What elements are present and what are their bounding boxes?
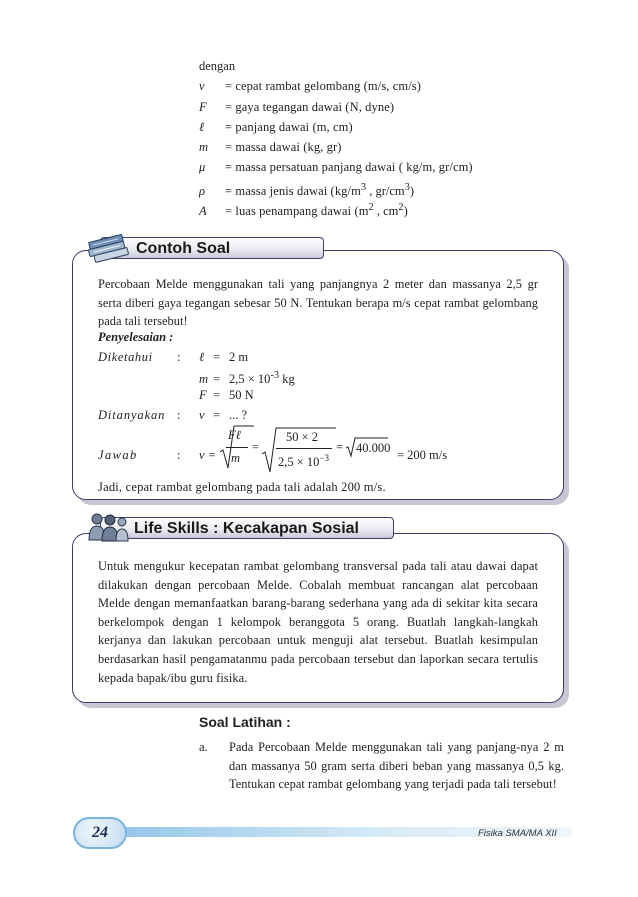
latihan-item-label: a.: [199, 740, 208, 754]
definition-text: = luas penampang dawai (m: [225, 204, 369, 219]
formula-denominator: [278, 453, 329, 470]
lifeskills-text: Untuk mengukur kecepatan rambat gelombang transversal pada tali atau dawai dapat dilakukan dengan percobaan Melde. Cobalah membuat rancangan alat percobaan Melde dengan memanfaatkan barang-barang sederhana yang ada di sekitar kita secara berkelompok dengan 1 kelompok beranggota 5 orang. Buatlah langkah-langkah kerjanya dan lakukan percobaan untuk menguji alat tersebut. Buatlah kesimpulan berdasarkan hasil pengamatanmu pada percobaan tersebut dan laporkan secara tertulis kepada bapak/ibu guru fisika.: [98, 559, 538, 685]
contoh-conclusion: Jadi, cepat rambat gelombang pada tali adalah 200 m/s.: [98, 480, 386, 494]
asked-equals: =: [213, 408, 221, 422]
formula-numerator: Fℓ: [228, 428, 241, 442]
latihan-item-text: Pada Percobaan Melde menggunakan tali yang panjang-nya 2 m dan massanya 50 gram serta diberi beban yang massanya 0,5 kg. Tentukan cepat rambat gelombang yang terjadi pada tali tersebut!: [229, 740, 564, 792]
asked-value: ... ?: [229, 408, 248, 422]
definition-symbol: v: [199, 79, 205, 94]
formula-denominator: m: [231, 451, 241, 465]
fraction-bar: [226, 447, 248, 448]
given-symbol: F: [199, 388, 207, 402]
fraction-bar: [276, 448, 332, 449]
definition-superscript: 3: [404, 181, 410, 193]
definition-text: = cepat rambat gelombang (m/s, cm/s): [225, 79, 422, 94]
given-value: 2,5 × 10: [229, 372, 271, 387]
books-icon: [84, 228, 132, 264]
formula-denominator-exponent: −3: [319, 453, 330, 463]
definition-row: [199, 178, 473, 198]
formula-denominator-base: 2,5 × 10: [278, 455, 320, 470]
footer-book-title: Fisika SMA/MA XII: [478, 828, 557, 839]
definition-symbol: m: [199, 140, 209, 155]
given-equals: =: [213, 372, 221, 387]
definition-text: , cm: [373, 204, 399, 219]
definition-text: = massa persatuan panjang dawai ( kg/m, gr/cm): [225, 160, 473, 175]
formula-numerator: 50 × 2: [286, 430, 319, 444]
definition-symbol: μ: [199, 160, 206, 175]
formula-equals: =: [336, 440, 344, 454]
formula-equals: =: [252, 440, 260, 454]
given-row: [199, 350, 248, 365]
given-unit: kg: [279, 372, 295, 387]
colon: :: [177, 448, 181, 462]
page-number: 24: [73, 817, 127, 849]
latihan-title: Soal Latihan :: [199, 714, 291, 730]
lifeskills-title: Life Skills : Kecakapan Sosial: [134, 520, 359, 537]
definition-superscript: 2: [398, 202, 404, 214]
given-value: 2 m: [229, 350, 249, 364]
given-row: [199, 388, 254, 403]
definitions-list: [199, 56, 473, 218]
given-equals: =: [213, 388, 221, 402]
formula-lhs: v =: [199, 448, 217, 462]
formula-root-value: 40.000: [356, 441, 391, 455]
definition-text: , gr/cm: [366, 183, 405, 198]
given-row: [199, 370, 295, 387]
definition-row: [199, 117, 473, 137]
diketahui-label: Diketahui: [98, 350, 153, 364]
definition-text: ): [409, 183, 415, 198]
definitions-intro: dengan: [199, 59, 236, 73]
colon: :: [177, 350, 181, 364]
velocity-formula: [196, 424, 466, 476]
formula-result: = 200 m/s: [397, 448, 448, 462]
contoh-soal-title: Contoh Soal: [136, 240, 231, 257]
definition-text: = panjang dawai (m, cm): [225, 119, 353, 134]
definition-row: [199, 137, 473, 157]
given-value: 50 N: [229, 388, 254, 402]
given-symbol: m: [199, 372, 209, 387]
definition-row: [199, 76, 473, 96]
definition-row: [199, 97, 473, 117]
definition-superscript: 3: [360, 181, 367, 193]
contoh-problem-text: Percobaan Melde menggunakan tali yang panjangnya 2 meter dan massanya 2,5 gr serta diberi gaya tegangan sebesar 50 N. Tentukan berapa m/s cepat rambat gelombang pada tali tersebut!: [98, 277, 538, 329]
definition-superscript: 2: [368, 202, 374, 214]
definition-row: [199, 157, 473, 177]
definition-symbol: ℓ: [199, 119, 205, 134]
ditanyakan-label: Ditanyakan: [98, 408, 166, 422]
asked-symbol: v: [199, 408, 205, 422]
jawab-label: Jawab: [98, 448, 138, 462]
definition-text: = massa dawai (kg, gr): [225, 140, 342, 155]
definition-symbol: F: [199, 99, 207, 114]
given-symbol: ℓ: [199, 350, 205, 364]
given-exponent: -3: [270, 370, 280, 381]
definition-text: = massa jenis dawai (kg/m: [225, 183, 361, 198]
people-icon: [86, 510, 130, 546]
definition-row: [199, 198, 473, 218]
definition-symbol: ρ: [199, 183, 205, 198]
definition-text: ): [403, 204, 408, 219]
colon: :: [177, 408, 181, 422]
given-equals: =: [213, 350, 221, 364]
solution-label: Penyelesaian :: [98, 330, 174, 344]
definition-symbol: A: [199, 204, 207, 219]
definition-text: = gaya tegangan dawai (N, dyne): [225, 99, 395, 114]
asked-row: [199, 408, 247, 423]
